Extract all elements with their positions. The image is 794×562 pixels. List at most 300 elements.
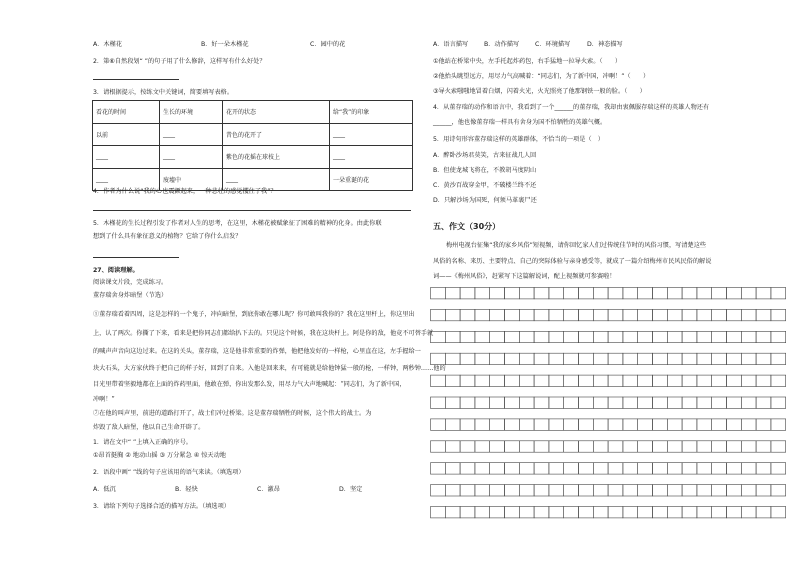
grid-cell[interactable]	[490, 419, 505, 430]
grid-cell[interactable]	[771, 507, 786, 518]
grid-cell[interactable]	[741, 397, 756, 408]
grid-cell[interactable]	[727, 441, 742, 452]
grid-cell[interactable]	[579, 419, 594, 430]
grid-cell[interactable]	[727, 353, 742, 364]
grid-cell[interactable]	[682, 419, 697, 430]
grid-cell[interactable]	[431, 288, 446, 299]
grid-cell[interactable]	[697, 441, 712, 452]
grid-cell[interactable]	[727, 419, 742, 430]
grid-cell[interactable]	[697, 419, 712, 430]
grid-cell[interactable]	[534, 353, 549, 364]
grid-cell[interactable]	[653, 375, 668, 386]
grid-cell[interactable]	[519, 397, 534, 408]
grid-cell[interactable]	[608, 309, 623, 320]
table-cell: 紫色的花摇在球枝上	[223, 146, 330, 169]
grid-cell[interactable]	[534, 288, 549, 299]
grid-cell[interactable]	[638, 353, 653, 364]
grid-cell[interactable]	[727, 485, 742, 496]
grid-cell[interactable]	[475, 485, 490, 496]
grid-cell[interactable]	[623, 353, 638, 364]
grid-cell[interactable]	[579, 397, 594, 408]
grid-cell[interactable]	[638, 441, 653, 452]
grid-cell[interactable]	[712, 441, 727, 452]
grid-cell[interactable]	[712, 507, 727, 518]
grid-cell[interactable]	[653, 507, 668, 518]
grid-cell[interactable]	[712, 485, 727, 496]
grid-cell[interactable]	[475, 463, 490, 474]
grid-cell[interactable]	[741, 507, 756, 518]
grid-cell[interactable]	[712, 463, 727, 474]
option-b: B．轻快	[175, 486, 198, 493]
grid-cell[interactable]	[475, 441, 490, 452]
grid-cell[interactable]	[460, 331, 475, 342]
sub-question-2: 2．语段中画“ ”线的句子应该用的语气来读。（填选项）	[93, 469, 245, 476]
grid-cell[interactable]	[564, 397, 579, 408]
grid-cell[interactable]	[756, 397, 771, 408]
grid-cell[interactable]	[638, 331, 653, 342]
grid-cell[interactable]	[608, 288, 623, 299]
option-a: A．低沉	[93, 486, 116, 493]
grid-cell[interactable]	[697, 485, 712, 496]
grid-cell[interactable]	[771, 353, 786, 364]
grid-cell[interactable]	[579, 331, 594, 342]
grid-cell[interactable]	[667, 419, 682, 430]
grid-cell[interactable]	[460, 419, 475, 430]
grid-cell[interactable]	[697, 288, 712, 299]
grid-cell[interactable]	[593, 375, 608, 386]
question-4: 4．作者为什么说“我的心也震颤起来，一种悲壮的感觉攫住了我”？	[93, 188, 277, 195]
grid-cell[interactable]	[519, 309, 534, 320]
grid-cell[interactable]	[564, 441, 579, 452]
grid-cell[interactable]	[475, 288, 490, 299]
grid-cell[interactable]	[475, 507, 490, 518]
grid-cell[interactable]	[445, 441, 460, 452]
grid-cell[interactable]	[519, 485, 534, 496]
grid-cell[interactable]	[593, 507, 608, 518]
grid-cell[interactable]	[608, 397, 623, 408]
option-a: A．木槿花	[93, 41, 122, 48]
grid-cell[interactable]	[475, 419, 490, 430]
grid-cell[interactable]	[549, 331, 564, 342]
grid-cell[interactable]	[505, 309, 520, 320]
grid-cell[interactable]	[756, 463, 771, 474]
grid-cell[interactable]	[653, 397, 668, 408]
passage-line: 的喊声声音向这边过来。在这的关头，董存瑞，这是他非常重要的炸弹，他把他发好的一样枪，心里直在这，左手握给一	[93, 348, 421, 355]
grid-cell[interactable]	[667, 507, 682, 518]
grid-cell[interactable]	[653, 288, 668, 299]
table-header: 花开的状态	[223, 101, 330, 124]
grid-cell[interactable]	[608, 331, 623, 342]
grid-cell[interactable]	[756, 353, 771, 364]
grid-cell[interactable]	[549, 309, 564, 320]
grid-cell[interactable]	[534, 331, 549, 342]
grid-cell[interactable]	[741, 331, 756, 342]
table-cell[interactable]: ____	[160, 123, 223, 146]
grid-cell[interactable]	[727, 463, 742, 474]
grid-cell[interactable]	[593, 288, 608, 299]
grid-cell[interactable]	[505, 353, 520, 364]
option-d: D．神态描写	[587, 41, 623, 48]
table-header: 给“我”的印象	[330, 101, 413, 124]
grid-cell[interactable]	[727, 397, 742, 408]
grid-cell[interactable]	[712, 309, 727, 320]
grid-cell[interactable]	[490, 309, 505, 320]
grid-cell[interactable]	[682, 485, 697, 496]
option-a: A．语言描写	[433, 41, 469, 48]
grid-cell[interactable]	[519, 331, 534, 342]
grid-cell[interactable]	[475, 397, 490, 408]
grid-cell[interactable]	[579, 507, 594, 518]
grid-cell[interactable]	[534, 441, 549, 452]
grid-cell[interactable]	[756, 441, 771, 452]
question-27-title: 27、阅读理解。	[93, 267, 139, 274]
grid-cell[interactable]	[431, 397, 446, 408]
grid-cell[interactable]	[697, 397, 712, 408]
grid-cell[interactable]	[623, 507, 638, 518]
grid-cell[interactable]	[579, 441, 594, 452]
grid-cell[interactable]	[727, 375, 742, 386]
grid-cell[interactable]	[653, 419, 668, 430]
grid-cell[interactable]	[431, 375, 446, 386]
grid-cell[interactable]	[460, 463, 475, 474]
answer-line[interactable]	[93, 210, 411, 211]
grid-cell[interactable]	[505, 397, 520, 408]
grid-cell[interactable]	[653, 463, 668, 474]
grid-cell[interactable]	[712, 331, 727, 342]
grid-cell[interactable]	[653, 353, 668, 364]
grid-cell[interactable]	[682, 288, 697, 299]
grid-cell[interactable]	[490, 375, 505, 386]
grid-cell[interactable]	[608, 353, 623, 364]
grid-cell[interactable]	[593, 463, 608, 474]
grid-cell[interactable]	[593, 441, 608, 452]
grid-cell[interactable]	[682, 507, 697, 518]
grid-cell[interactable]	[460, 507, 475, 518]
question-3: 3．请根据提示，按练文中关键词，简要填写表格。	[93, 89, 234, 96]
grid-cell[interactable]	[549, 419, 564, 430]
grid-cell[interactable]	[756, 507, 771, 518]
grid-cell[interactable]	[445, 309, 460, 320]
grid-cell[interactable]	[712, 353, 727, 364]
grid-cell[interactable]	[445, 375, 460, 386]
grid-cell[interactable]	[490, 485, 505, 496]
grid-cell[interactable]	[534, 485, 549, 496]
grid-cell[interactable]	[549, 463, 564, 474]
grid-cell[interactable]	[505, 331, 520, 342]
grid-cell[interactable]	[490, 331, 505, 342]
grid-cell[interactable]	[549, 441, 564, 452]
grid-cell[interactable]	[505, 419, 520, 430]
grid-cell[interactable]	[519, 463, 534, 474]
grid-cell[interactable]	[697, 375, 712, 386]
grid-cell[interactable]	[623, 397, 638, 408]
grid-cell[interactable]	[460, 375, 475, 386]
grid-cell[interactable]	[697, 309, 712, 320]
option-d: D．坚定	[339, 486, 363, 493]
grid-cell[interactable]	[445, 485, 460, 496]
grid-cell[interactable]	[564, 353, 579, 364]
grid-cell[interactable]	[505, 375, 520, 386]
grid-cell[interactable]	[445, 463, 460, 474]
grid-cell[interactable]	[756, 375, 771, 386]
grid-cell[interactable]	[549, 375, 564, 386]
grid-cell[interactable]	[431, 419, 446, 430]
grid-cell[interactable]	[756, 485, 771, 496]
grid-cell[interactable]	[564, 485, 579, 496]
grid-cell[interactable]	[564, 375, 579, 386]
grid-cell[interactable]	[534, 375, 549, 386]
grid-cell[interactable]	[593, 419, 608, 430]
grid-cell[interactable]	[564, 288, 579, 299]
sentence-2: ②他抬头眺望远方，用尽力气高喊着：“同志们，为了新中国，冲啊！”（ ）	[433, 73, 650, 80]
grid-cell[interactable]	[505, 463, 520, 474]
grid-cell[interactable]	[460, 288, 475, 299]
grid-cell[interactable]	[682, 397, 697, 408]
grid-cell[interactable]	[756, 288, 771, 299]
grid-cell[interactable]	[623, 331, 638, 342]
grid-cell[interactable]	[682, 463, 697, 474]
grid-cell[interactable]	[505, 485, 520, 496]
grid-cell[interactable]	[608, 463, 623, 474]
grid-cell[interactable]	[638, 309, 653, 320]
grid-cell[interactable]	[534, 419, 549, 430]
grid-cell[interactable]	[519, 507, 534, 518]
grid-cell[interactable]	[490, 353, 505, 364]
grid-cell[interactable]	[682, 309, 697, 320]
grid-cell[interactable]	[564, 309, 579, 320]
grid-cell[interactable]	[490, 507, 505, 518]
grid-cell[interactable]	[608, 375, 623, 386]
table-cell[interactable]: ____	[93, 146, 160, 169]
grid-cell[interactable]	[608, 485, 623, 496]
grid-cell[interactable]	[771, 375, 786, 386]
grid-cell[interactable]	[549, 397, 564, 408]
grid-cell[interactable]	[445, 353, 460, 364]
grid-cell[interactable]	[431, 507, 446, 518]
table-cell[interactable]: ____	[330, 123, 413, 146]
grid-cell[interactable]	[667, 441, 682, 452]
grid-cell[interactable]	[741, 463, 756, 474]
grid-cell[interactable]	[475, 375, 490, 386]
grid-cell[interactable]	[593, 331, 608, 342]
grid-cell[interactable]	[756, 419, 771, 430]
grid-cell[interactable]	[712, 397, 727, 408]
grid-cell[interactable]	[727, 288, 742, 299]
grid-cell[interactable]	[490, 463, 505, 474]
grid-cell[interactable]	[653, 485, 668, 496]
grid-cell[interactable]	[727, 309, 742, 320]
grid-cell[interactable]	[771, 331, 786, 342]
grid-cell[interactable]	[771, 441, 786, 452]
grid-cell[interactable]	[653, 331, 668, 342]
grid-cell[interactable]	[638, 397, 653, 408]
grid-cell[interactable]	[771, 288, 786, 299]
grid-cell[interactable]	[771, 463, 786, 474]
grid-cell[interactable]	[564, 463, 579, 474]
grid-cell[interactable]	[445, 288, 460, 299]
answer-line[interactable]	[93, 257, 179, 258]
grid-cell[interactable]	[741, 485, 756, 496]
grid-cell[interactable]	[623, 375, 638, 386]
grid-cell[interactable]	[667, 463, 682, 474]
grid-cell[interactable]	[623, 441, 638, 452]
grid-cell[interactable]	[741, 309, 756, 320]
grid-cell[interactable]	[431, 353, 446, 364]
grid-cell[interactable]	[667, 331, 682, 342]
grid-cell[interactable]	[549, 353, 564, 364]
answer-line[interactable]	[93, 79, 179, 80]
grid-cell[interactable]	[475, 309, 490, 320]
grid-cell[interactable]	[653, 309, 668, 320]
grid-cell[interactable]	[638, 463, 653, 474]
grid-cell[interactable]	[697, 353, 712, 364]
grid-cell[interactable]	[549, 507, 564, 518]
grid-cell[interactable]	[534, 397, 549, 408]
grid-cell[interactable]	[519, 419, 534, 430]
grid-cell[interactable]	[460, 353, 475, 364]
table-cell[interactable]: ____	[160, 146, 223, 169]
grid-cell[interactable]	[460, 485, 475, 496]
table-cell[interactable]: ____	[223, 168, 330, 191]
grid-cell[interactable]	[623, 288, 638, 299]
grid-cell[interactable]	[593, 397, 608, 408]
grid-cell[interactable]	[727, 331, 742, 342]
grid-cell[interactable]	[579, 353, 594, 364]
grid-cell[interactable]	[741, 441, 756, 452]
grid-cell[interactable]	[534, 507, 549, 518]
grid-cell[interactable]	[712, 419, 727, 430]
grid-cell[interactable]	[667, 397, 682, 408]
grid-cell[interactable]	[445, 397, 460, 408]
grid-cell[interactable]	[608, 507, 623, 518]
grid-cell[interactable]	[682, 375, 697, 386]
grid-cell[interactable]	[579, 375, 594, 386]
grid-cell[interactable]	[667, 353, 682, 364]
grid-cell[interactable]	[431, 485, 446, 496]
grid-cell[interactable]	[667, 288, 682, 299]
grid-cell[interactable]	[534, 463, 549, 474]
grid-cell[interactable]	[519, 288, 534, 299]
sub-question-1-options: ①昂首挺胸 ② 地动山摇 ③ 万分紧急 ④ 惊天动地	[93, 452, 226, 459]
table-cell[interactable]: ____	[330, 146, 413, 169]
grid-cell[interactable]	[549, 288, 564, 299]
grid-cell[interactable]	[638, 507, 653, 518]
grid-cell[interactable]	[653, 441, 668, 452]
grid-cell[interactable]	[712, 375, 727, 386]
grid-cell[interactable]	[460, 309, 475, 320]
grid-cell[interactable]	[623, 463, 638, 474]
grid-cell[interactable]	[771, 485, 786, 496]
grid-cell[interactable]	[505, 441, 520, 452]
grid-cell[interactable]	[475, 353, 490, 364]
sentence-1: ①他站在桥梁中央，左手托起炸药包，右手猛地一拉导火索。（ ）	[433, 58, 622, 65]
grid-cell[interactable]	[623, 419, 638, 430]
grid-cell[interactable]	[667, 375, 682, 386]
grid-cell[interactable]	[460, 441, 475, 452]
grid-cell[interactable]	[741, 375, 756, 386]
grid-cell[interactable]	[445, 507, 460, 518]
grid-cell[interactable]	[756, 331, 771, 342]
grid-cell[interactable]	[579, 288, 594, 299]
question-5-line2: 想到了什么具有象征意义的植物？它给了你什么启发？	[93, 233, 242, 240]
grid-cell[interactable]	[519, 441, 534, 452]
grid-cell[interactable]	[579, 485, 594, 496]
sub-question-1: 1．请在文中“ ”上填入正确的序号。	[93, 439, 192, 446]
table-cell[interactable]: ____	[93, 168, 160, 191]
grid-cell[interactable]	[564, 507, 579, 518]
grid-cell[interactable]	[682, 353, 697, 364]
grid-cell[interactable]	[490, 397, 505, 408]
grid-cell[interactable]	[564, 419, 579, 430]
grid-cell[interactable]	[638, 419, 653, 430]
grid-cell[interactable]	[682, 331, 697, 342]
grid-cell[interactable]	[697, 331, 712, 342]
grid-cell[interactable]	[519, 375, 534, 386]
grid-cell[interactable]	[445, 419, 460, 430]
question-27-intro: 阅读课文片段，完成练习。	[93, 279, 168, 286]
grid-cell[interactable]	[519, 353, 534, 364]
grid-cell[interactable]	[593, 353, 608, 364]
grid-cell[interactable]	[667, 309, 682, 320]
table-header: 生长的环境	[160, 101, 223, 124]
option-c: C．园中的花	[310, 41, 346, 48]
grid-cell[interactable]	[564, 331, 579, 342]
grid-cell[interactable]	[682, 441, 697, 452]
grid-cell[interactable]	[445, 331, 460, 342]
grid-cell[interactable]	[623, 309, 638, 320]
essay-prompt-line3: 词——《梅州风俗》，赶紧写下这篇解说词，配上视频就可参赛啦！	[433, 273, 616, 280]
grid-cell[interactable]	[771, 397, 786, 408]
grid-cell[interactable]	[431, 463, 446, 474]
grid-cell[interactable]	[741, 288, 756, 299]
grid-cell[interactable]	[460, 397, 475, 408]
grid-cell[interactable]	[741, 419, 756, 430]
grid-cell[interactable]	[549, 485, 564, 496]
grid-cell[interactable]	[490, 288, 505, 299]
grid-cell[interactable]	[741, 353, 756, 364]
grid-cell[interactable]	[756, 309, 771, 320]
grid-cell[interactable]	[608, 441, 623, 452]
grid-cell[interactable]	[475, 331, 490, 342]
grid-cell[interactable]	[638, 288, 653, 299]
grid-cell[interactable]	[593, 485, 608, 496]
grid-cell[interactable]	[771, 309, 786, 320]
grid-cell[interactable]	[431, 309, 446, 320]
grid-cell[interactable]	[638, 485, 653, 496]
section-title: 五、作文（30分）	[433, 222, 501, 231]
grid-cell[interactable]	[771, 419, 786, 430]
grid-cell[interactable]	[579, 463, 594, 474]
grid-cell[interactable]	[697, 507, 712, 518]
essay-writing-grid[interactable]	[430, 287, 792, 537]
grid-cell[interactable]	[490, 441, 505, 452]
grid-cell[interactable]	[608, 419, 623, 430]
grid-cell[interactable]	[623, 485, 638, 496]
grid-cell[interactable]	[505, 507, 520, 518]
grid-cell[interactable]	[727, 507, 742, 518]
grid-cell[interactable]	[593, 309, 608, 320]
grid-cell[interactable]	[534, 309, 549, 320]
grid-cell[interactable]	[579, 309, 594, 320]
grid-cell[interactable]	[505, 288, 520, 299]
grid-cell[interactable]	[667, 485, 682, 496]
grid-cell[interactable]	[638, 375, 653, 386]
grid-cell[interactable]	[431, 441, 446, 452]
option-d: D．只解沙场为国死，何须马革裹尸还	[433, 197, 537, 204]
grid-cell[interactable]	[697, 463, 712, 474]
grid-cell[interactable]	[712, 288, 727, 299]
grid-cell[interactable]	[431, 331, 446, 342]
